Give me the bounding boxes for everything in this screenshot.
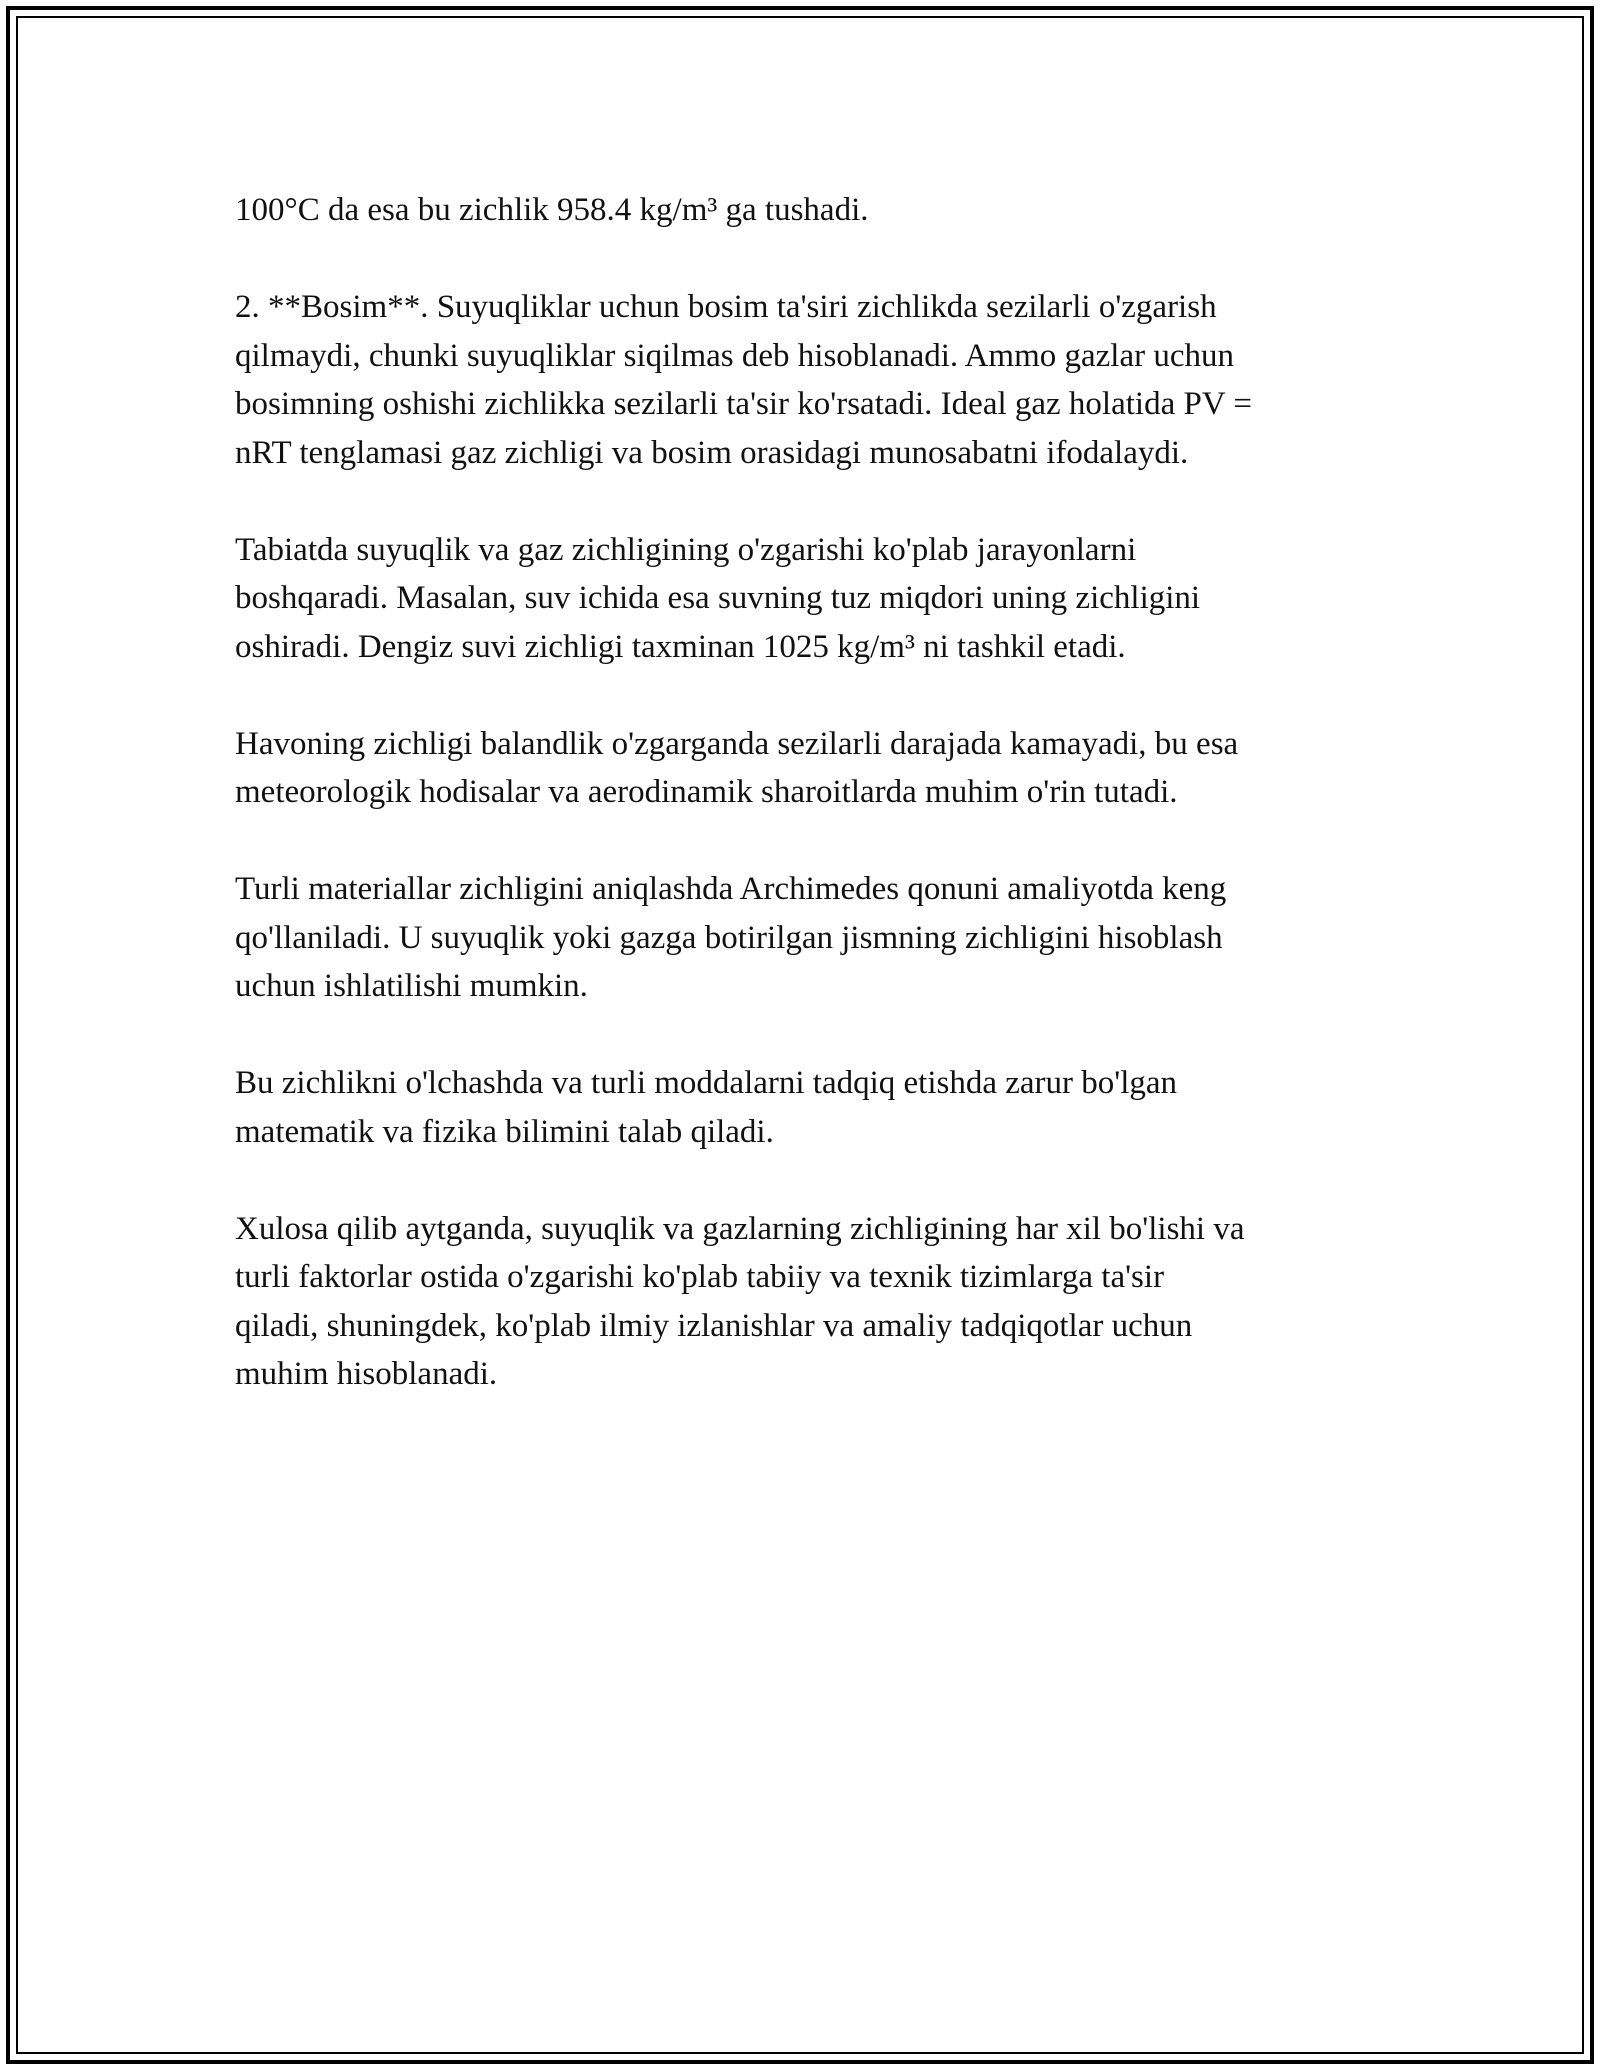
paragraph-knowledge: Bu zichlikni o'lchashda va turli moddalarni tadqiq etishda zarur bo'lgan matematik va fizika bilimini talab qiladi. bbox=[235, 1065, 1178, 1150]
paragraph-conclusion: Xulosa qilib aytganda, suyuqlik va gazlarning zichligining har xil bo'lishi va turli faktorlar ostida o'zgarishi ko'plab tabiiy va texnik tizimlarga ta'sir qiladi, shuningdek, ko'plab ilmiy izlanishlar va amaliy tadqiqotlar uchun muhim hisoblanadi. bbox=[235, 1210, 1245, 1392]
document-body bbox=[235, 186, 1375, 1447]
paragraph-nature-salinity: Tabiatda suyuqlik va gaz zichligining o'zgarishi ko'plab jarayonlarni boshqaradi. Masalan, suv ichida esa suvning tuz miqdori uning zichligini oshiradi. Dengiz suvi zichligi taxminan 1025 kg/m³ ni tashkil etadi. bbox=[235, 531, 1201, 665]
paragraph-temperature-density: 100°C da esa bu zichlik 958.4 kg/m³ ga tushadi. bbox=[235, 192, 869, 228]
paragraph-air-density: Havoning zichligi balandlik o'zgarganda sezilarli darajada kamayadi, bu esa meteorologik hodisalar va aerodinamik sharoitlarda muhim o'rin tutadi. bbox=[235, 725, 1239, 810]
paragraph-archimedes: Turli materiallar zichligini aniqlashda Archimedes qonuni amaliyotda keng qo'llaniladi. U suyuqlik yoki gazga botirilgan jismning zichligini hisoblash uchun ishlatilishi mumkin. bbox=[235, 871, 1227, 1004]
paragraph-pressure: 2. **Bosim**. Suyuqliklar uchun bosim ta'siri zichlikda sezilarli o'zgarish qilmaydi, chunki suyuqliklar siqilmas deb hisoblanadi. Ammo gazlar uchun bosimning oshishi zichlikka sezilarli ta'sir ko'rsatadi. Ideal gaz holatida PV = nRT tenglamasi gaz zichligi va bosim orasidagi munosabatni ifodalaydi. bbox=[235, 289, 1252, 471]
